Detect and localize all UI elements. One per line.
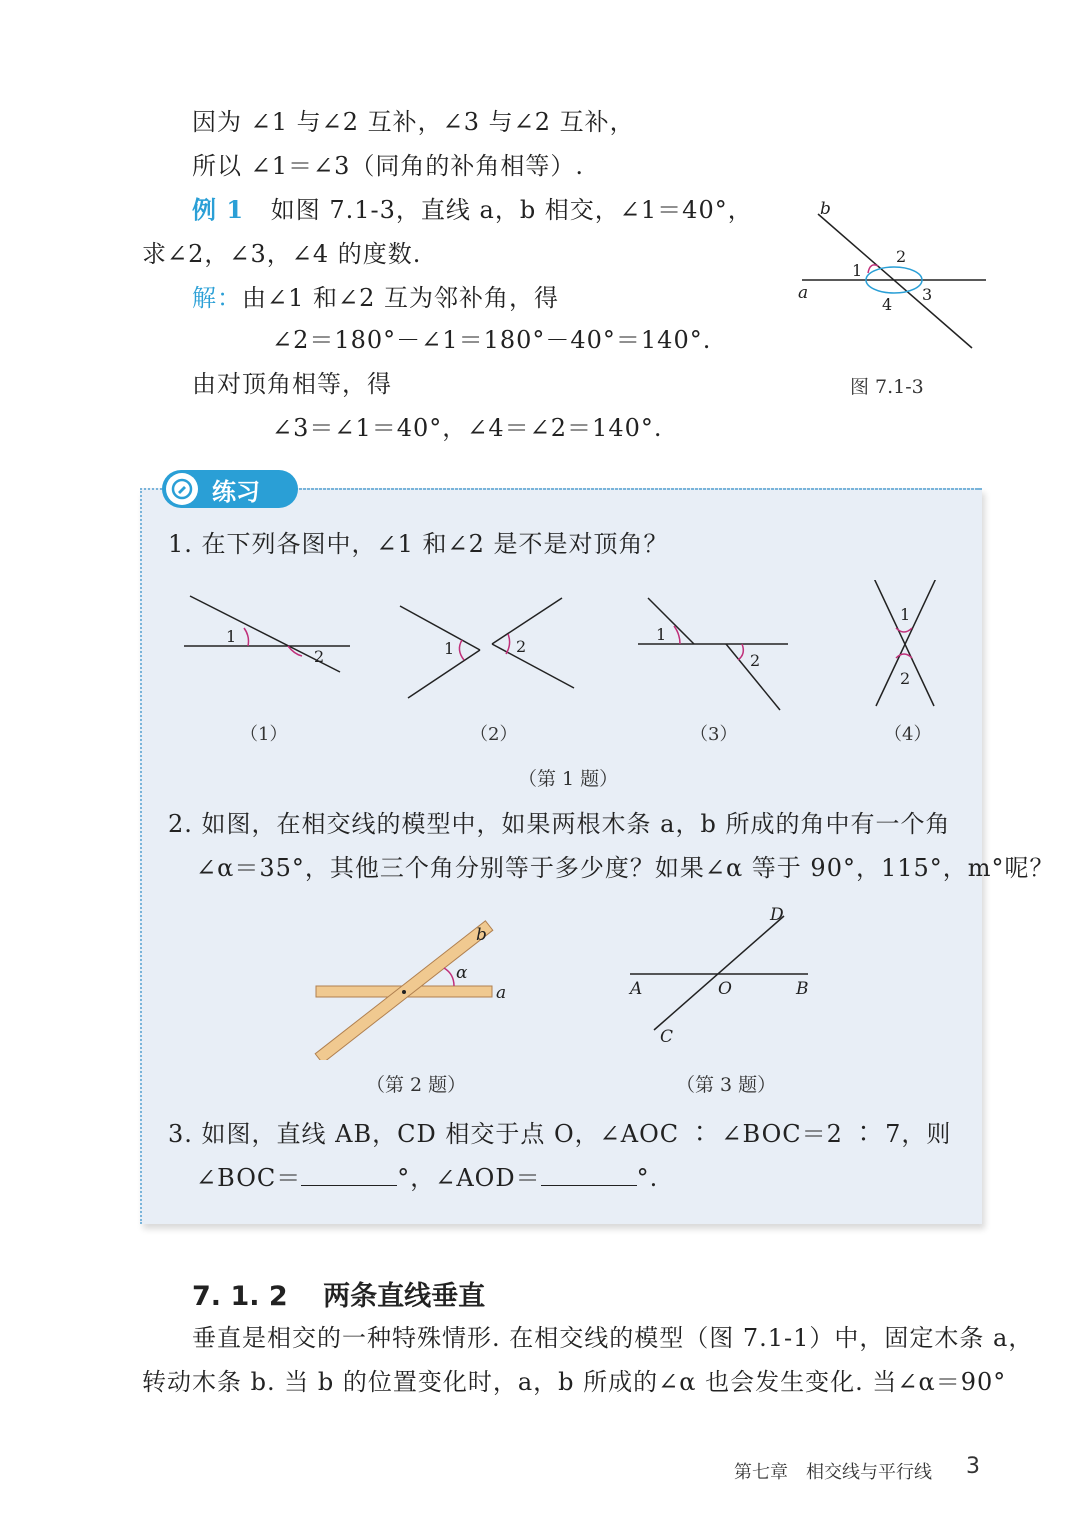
solution-text: 由∠1 和∠2 互为邻补角，得: [242, 284, 560, 312]
angle-label-3: 3: [922, 285, 933, 304]
angle-label-2: 2: [896, 247, 907, 266]
svg-text:2: 2: [750, 651, 761, 670]
pencil-icon: [166, 473, 198, 505]
label-b: b: [820, 199, 831, 219]
solution-line-1: [192, 282, 559, 314]
page-number: 3: [966, 1454, 980, 1479]
line-b: [818, 214, 972, 348]
practice-tab: [162, 470, 298, 508]
q3-caption: （第 3 题）: [676, 1074, 777, 1096]
q1-fig-1: [184, 596, 350, 672]
solution-line-4: ∠3＝∠1＝40°，∠4＝∠2＝140°.: [272, 414, 663, 442]
svg-text:1: 1: [226, 627, 237, 646]
section-title: 两条直线垂直: [323, 1281, 486, 1312]
practice-top-border: [296, 488, 980, 490]
q1-fig-2: [400, 598, 574, 698]
svg-text:2: 2: [900, 669, 911, 688]
pivot: [402, 990, 406, 994]
line-cd: [654, 916, 784, 1030]
solution-label: 解：: [192, 284, 242, 312]
question-1: 1. 在下列各图中，∠1 和∠2 是不是对顶角？: [168, 530, 669, 558]
q3-aod-label: °，∠AOD＝: [397, 1164, 541, 1192]
alpha-arc: [444, 968, 454, 986]
q2-caption: （第 2 题）: [366, 1074, 467, 1096]
example-1: [192, 194, 753, 226]
example-text: 如图 7.1-3，直线 a，b 相交，∠1＝40°，: [270, 196, 753, 224]
q1-sublabel-1: （1）: [240, 724, 288, 745]
figure-7-1-3: [790, 190, 1000, 370]
reason-line: 因为 ∠1 与∠2 互补，∠3 与∠2 互补，: [192, 108, 635, 136]
question-3-line-1: 3. 如图，直线 AB，CD 相交于点 O，∠AOC ∶ ∠BOC＝2 ∶ 7，则: [168, 1120, 952, 1148]
svg-text:1: 1: [444, 639, 455, 658]
label-a: a: [496, 983, 507, 1003]
question-3-line-2: [196, 1162, 658, 1194]
section-para-line-1: 垂直是相交的一种特殊情形. 在相交线的模型（图 7.1-1）中，固定木条 a，: [192, 1324, 1034, 1352]
point-o: O: [718, 979, 732, 999]
q3-boc-label: ∠BOC＝: [196, 1164, 302, 1192]
label-a: a: [798, 283, 809, 303]
section-para-line-2: 转动木条 b. 当 b 的位置变化时，a，b 所成的∠α 也会发生变化. 当∠α＝90°: [142, 1368, 1007, 1396]
example-question: 求∠2，∠3，∠4 的度数.: [142, 240, 422, 268]
point-a: A: [630, 979, 643, 999]
q1-fig-4: [872, 580, 938, 706]
svg-text:1: 1: [900, 605, 911, 624]
label-b: b: [476, 925, 487, 945]
q1-sublabel-4: （4）: [884, 724, 932, 745]
svg-text:2: 2: [314, 647, 325, 666]
figure-caption: 图 7.1-3: [850, 376, 924, 398]
q3-end: °.: [636, 1164, 659, 1192]
angle-label-4: 4: [882, 295, 893, 314]
question-2-line-1: 2. 如图，在相交线的模型中，如果两根木条 a，b 所成的角中有一个角: [168, 810, 951, 838]
q1-figures: [176, 580, 956, 720]
q3-figure: [620, 900, 840, 1060]
answer-blank-aod[interactable]: [541, 1163, 637, 1186]
answer-blank-boc[interactable]: [301, 1163, 397, 1186]
q2-figure: [312, 920, 522, 1060]
section-number: 7. 1. 2: [192, 1281, 288, 1312]
solution-line-2: ∠2＝180°－∠1＝180°－40°＝140°.: [272, 326, 712, 354]
q1-sublabel-2: （2）: [470, 724, 518, 745]
solution-line-3: 由对顶角相等，得: [192, 370, 392, 398]
footer-chapter: 第七章 相交线与平行线: [734, 1462, 932, 1483]
svg-text:1: 1: [656, 625, 667, 644]
section-heading: [192, 1274, 485, 1313]
label-alpha: α: [456, 963, 468, 983]
point-d: D: [770, 905, 784, 925]
angle-label-1: 1: [852, 261, 863, 280]
q1-caption: （第 1 题）: [518, 768, 619, 790]
practice-title: 练习: [212, 477, 260, 506]
q1-fig-3: [638, 598, 788, 710]
q1-sublabel-3: （3）: [690, 724, 738, 745]
svg-text:2: 2: [516, 637, 527, 656]
question-2-line-2: ∠α＝35°，其他三个角分别等于多少度？如果∠α 等于 90°，115°，m°呢？: [196, 854, 1055, 882]
conclusion-line: 所以 ∠1＝∠3（同角的补角相等）.: [192, 152, 585, 180]
point-b: B: [796, 979, 809, 999]
point-c: C: [660, 1027, 674, 1047]
example-label: 例 1: [192, 195, 245, 224]
